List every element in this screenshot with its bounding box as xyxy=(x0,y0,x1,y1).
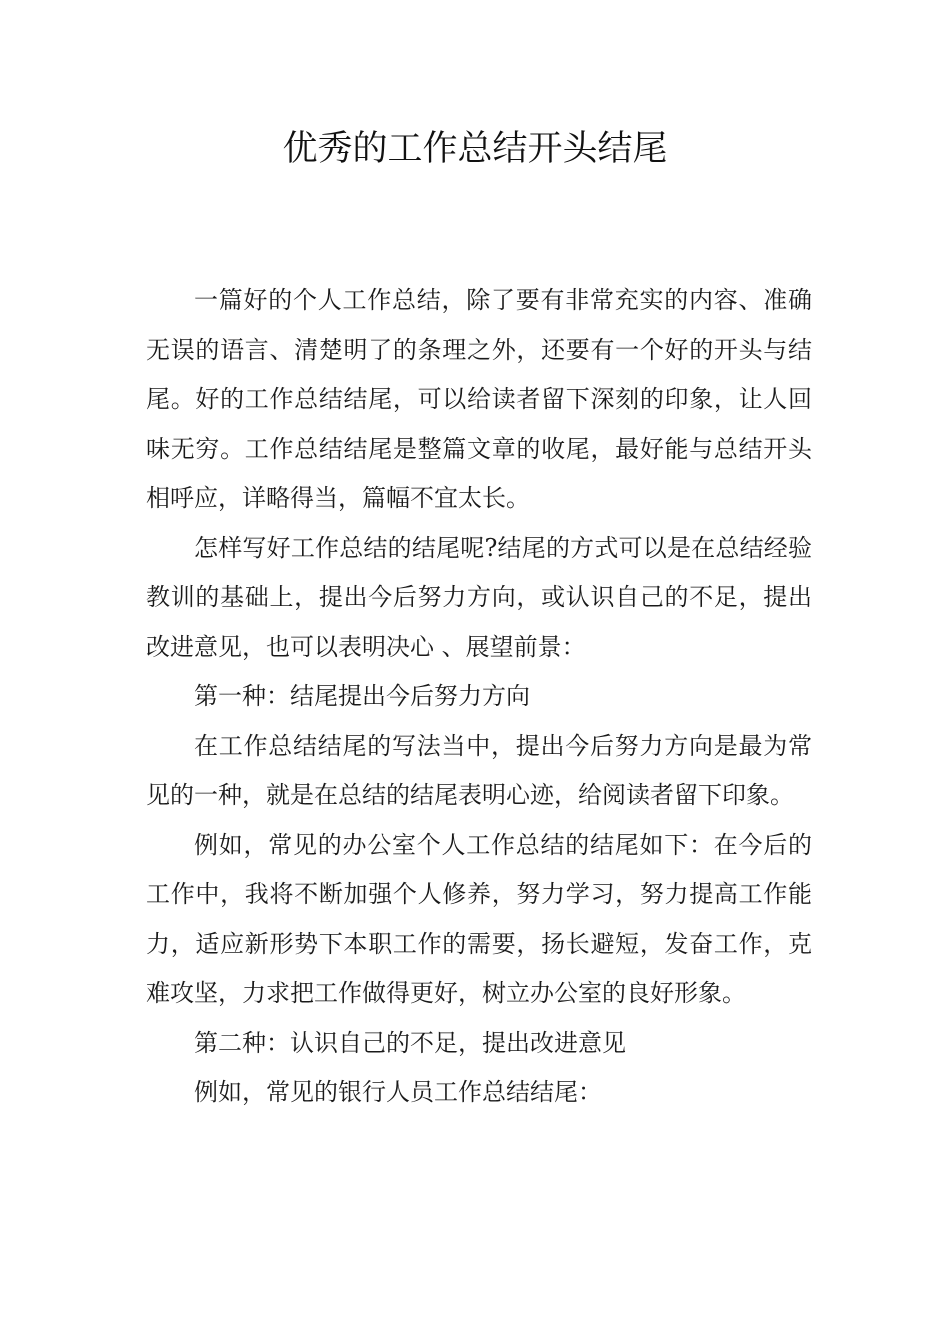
paragraph: 例如，常见的办公室个人工作总结的结尾如下：在今后的工作中，我将不断加强个人修养，努力学习，努力提高工作能力，适应新形势下本职工作的需要，扬长避短，发奋工作，克难攻坚，力求把工作做得更好，树立办公室的良好形象。 xyxy=(146,830,812,1007)
document-title: 优秀的工作总结开头结尾 xyxy=(282,129,668,169)
paragraph: 一篇好的个人工作总结，除了要有非常充实的内容、准确无误的语言、清楚明了的条理之外，还要有一个好的开头与结尾。好的工作总结结尾，可以给读者留下深刻的印象，让人回味无穷。工作总结结尾是整篇文章的收尾，最好能与总结开头相呼应，详略得当，篇幅不宜太长。 xyxy=(146,286,812,512)
paragraph: 在工作总结结尾的写法当中，提出今后努力方向是最为常见的一种，就是在总结的结尾表明心迹，给阅读者留下印象。 xyxy=(146,731,812,809)
document-body xyxy=(146,276,812,1118)
section-heading: 第二种：认识自己的不足，提出改进意见 xyxy=(194,1028,626,1057)
paragraph: 例如，常见的银行人员工作总结结尾： xyxy=(194,1078,602,1106)
paragraph: 怎样写好工作总结的结尾呢?结尾的方式可以是在总结经验教训的基础上，提出今后努力方向，或认识自己的不足，提出改进意见，也可以表明决心 、展望前景： xyxy=(146,533,812,661)
section-heading: 第一种：结尾提出今后努力方向 xyxy=(194,682,530,710)
